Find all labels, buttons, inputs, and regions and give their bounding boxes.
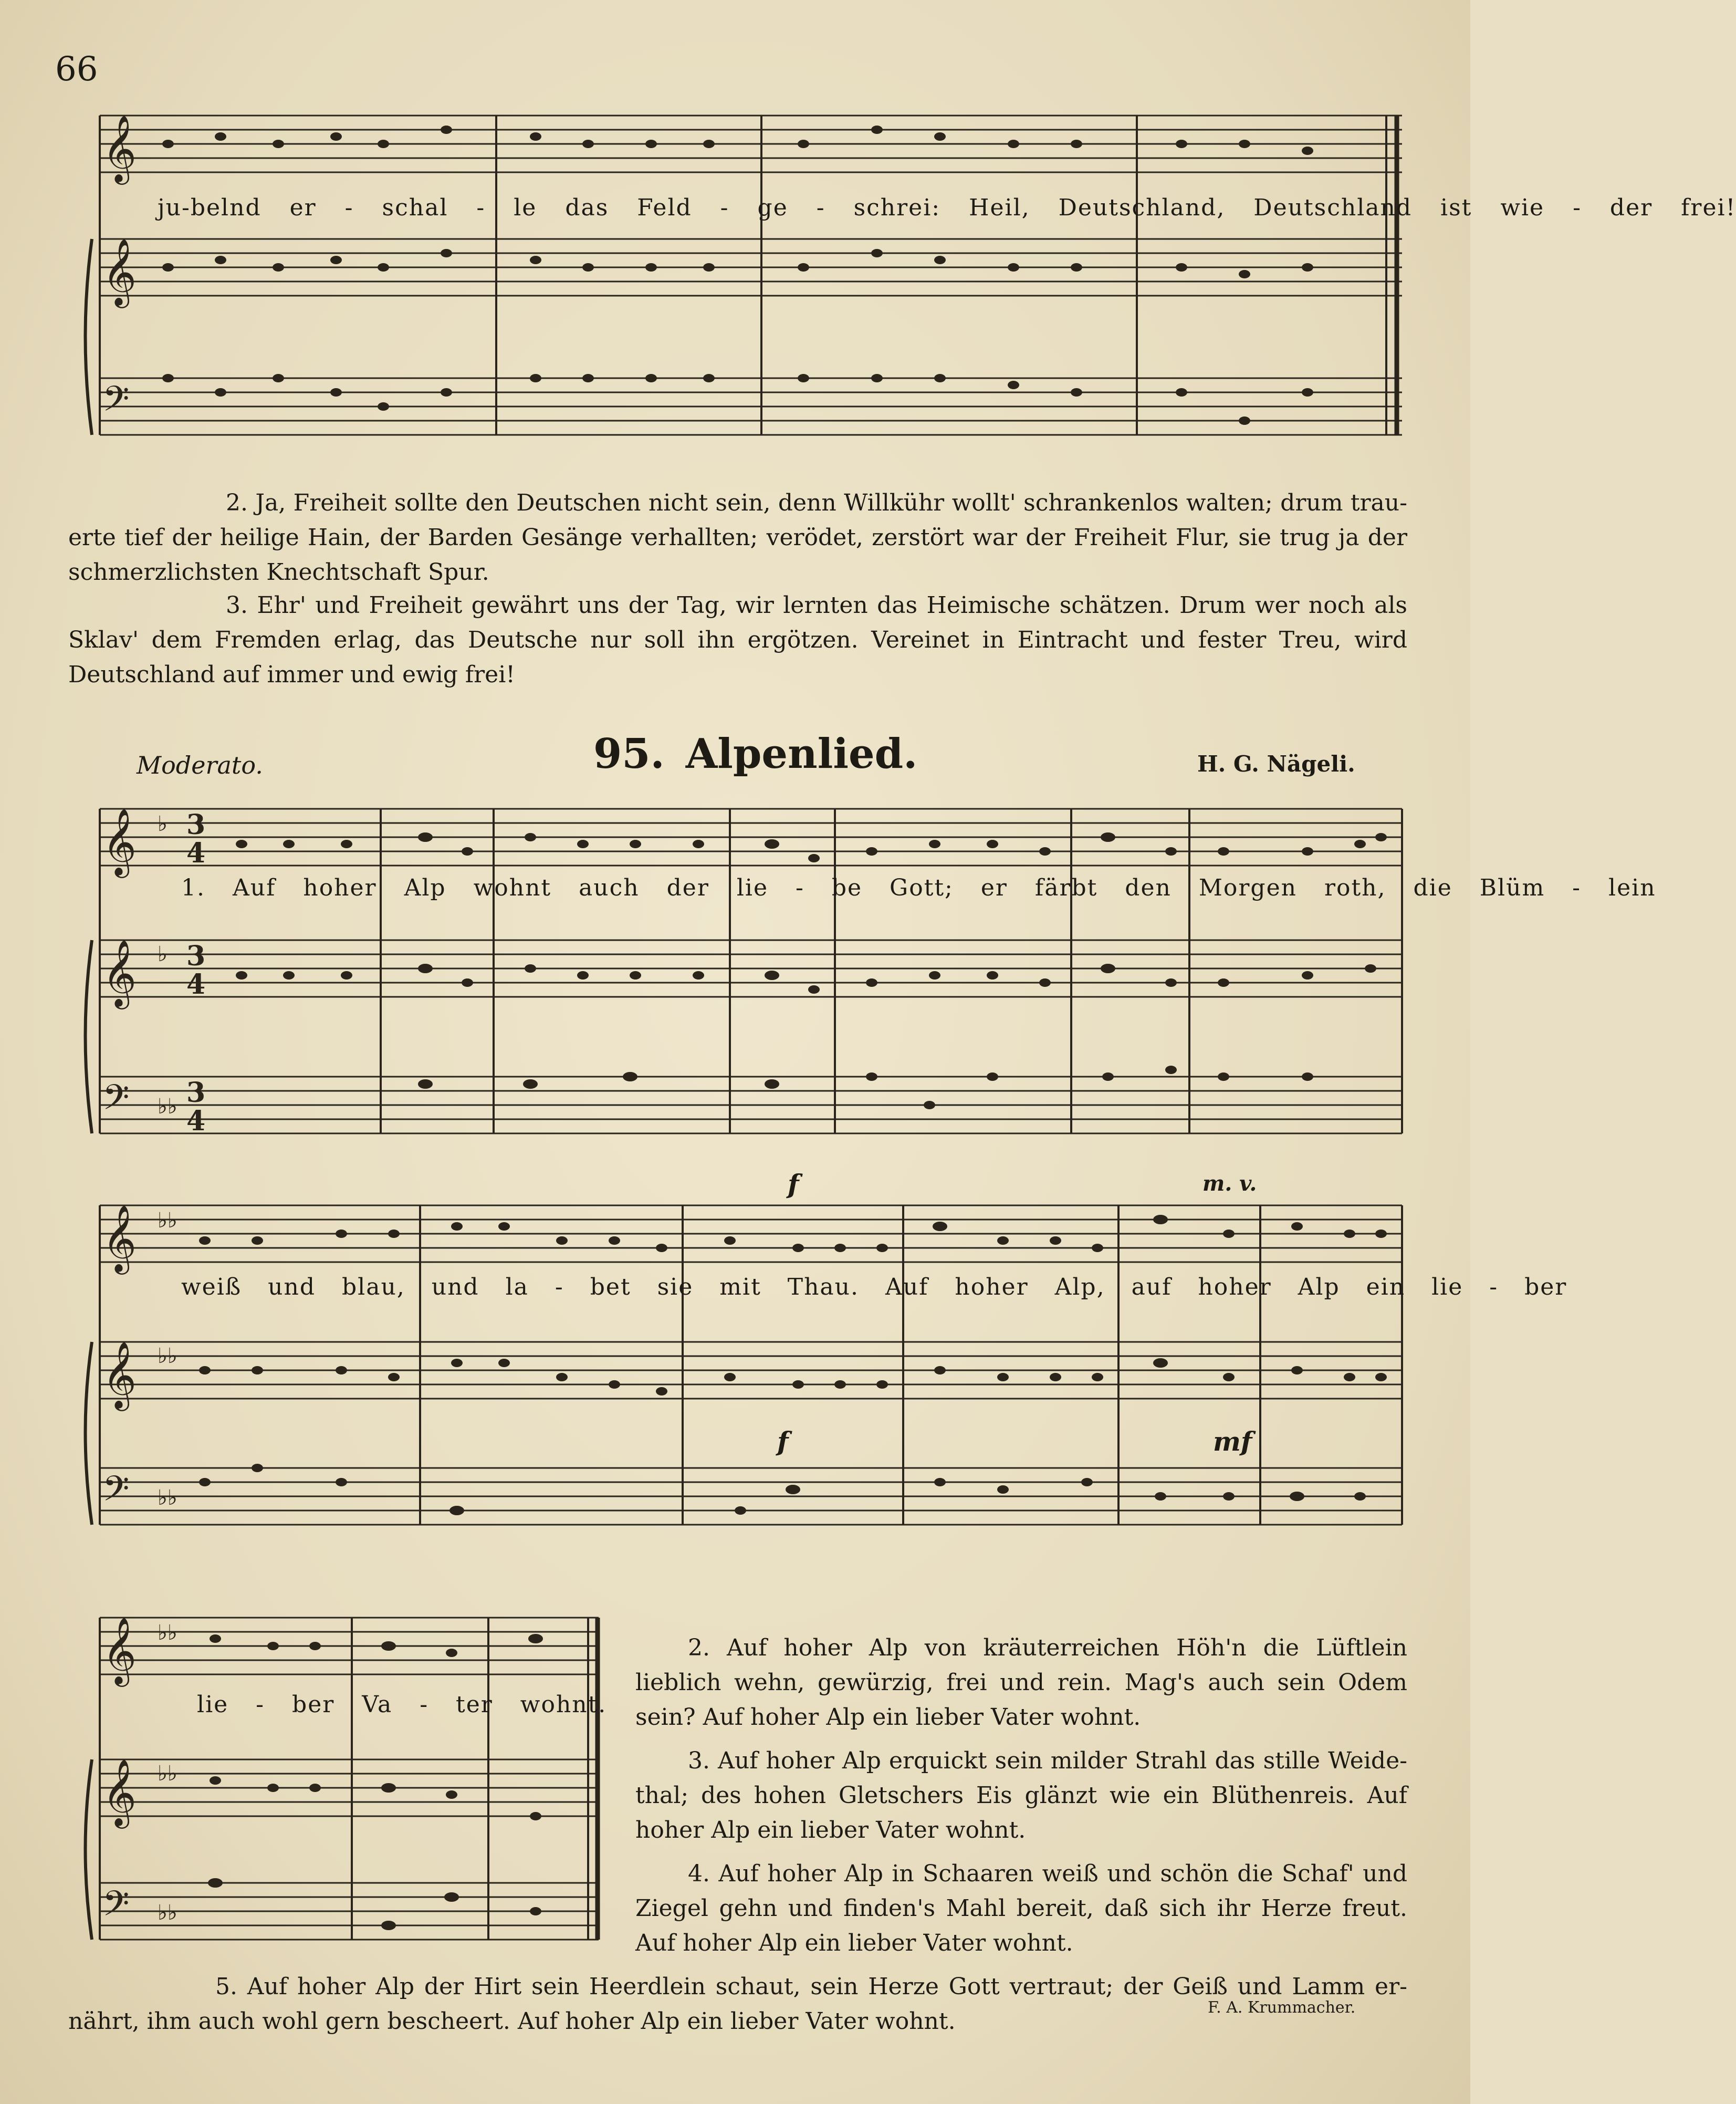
svg-text:♭: ♭ [158, 942, 168, 966]
svg-text:♭♭: ♭♭ [158, 1901, 177, 1925]
svg-text:4: 4 [186, 837, 206, 869]
svg-text:♭♭: ♭♭ [158, 1486, 177, 1510]
music-system-3 [89, 1190, 1413, 1531]
song-number: 95. [593, 730, 665, 778]
staff-voice [100, 116, 1402, 172]
svg-text:𝄞: 𝄞 [102, 1341, 137, 1408]
svg-text:3: 3 [186, 1077, 206, 1109]
music-system-2 [89, 804, 1413, 1145]
music-system-4 [95, 1607, 609, 1943]
page-number: 66 [55, 50, 98, 89]
song-title [593, 730, 917, 778]
svg-text:𝄞: 𝄞 [102, 808, 137, 875]
svg-text:𝄞: 𝄞 [102, 1617, 137, 1684]
verse-top-3: 3. Ehr' und Freiheit gewährt uns der Tag, wir lernten das Heimische schätzen. Drum wer noch als Sklav' dem Fremden erlag, das Deutsche nur soll ihn ergötzen. Vereinet in Eintracht und fester Treu, wird Deutschland auf immer und ewig frei! [68, 592, 1407, 688]
svg-text:𝄢: 𝄢 [102, 1077, 130, 1126]
verse-95-3: 3. Auf hoher Alp erquickt sein milder Strahl das stille Weide-thal; des hohen Gletschers Eis glänzt wie ein Blüthenreis. Auf hoher Alp ein lieber Vater wohnt. [635, 1747, 1407, 1843]
staff-treble [100, 239, 1402, 296]
staff-bass [100, 378, 1402, 435]
lyrics-top-song: ju-belnd er - schal - le das Feld - ge - schrei: Heil, Deutschland, Deutschland ist wie - der frei! [158, 194, 1736, 221]
svg-text:3: 3 [186, 940, 206, 972]
verse-top-2: 2. Ja, Freiheit sollte den Deutschen nicht sein, denn Willkühr wollt' schrankenlos walten; drum trau-erte tief der heilige Hain, der Barden Gesänge verhallten; verödet, zerstört war der Freiheit Flur, sie trug ja der schmerzlichsten Knechtschaft Spur. [68, 489, 1407, 586]
verse-95-4: 4. Auf hoher Alp in Schaaren weiß und schön die Schaf' und Ziegel gehn und finden's Mahl bereit, daß sich ihr Herze freut. Auf hoher Alp ein lieber Vater wohnt. [635, 1860, 1407, 1956]
tempo-marking: Moderato. [137, 751, 263, 779]
dynamic-f-2: f [777, 1426, 789, 1457]
svg-text:4: 4 [186, 968, 206, 1001]
svg-text:𝄢: 𝄢 [102, 1468, 130, 1517]
lyrics-line-2: weiß und blau, und la - bet sie mit Thau. Auf hoher Alp, auf hoher Alp ein lie - ber [181, 1274, 1567, 1300]
svg-text:𝄞: 𝄞 [102, 238, 137, 305]
svg-text:♭♭: ♭♭ [158, 1209, 177, 1233]
dynamic-mv: m. v. [1202, 1171, 1257, 1196]
note-heads [162, 126, 1313, 425]
lyrics-line-1: 1. Auf hoher Alp wohnt auch der lie - be Gott; er färbt den Morgen roth, die Blüm - lein [181, 874, 1656, 901]
svg-text:𝄢: 𝄢 [102, 1883, 130, 1932]
song-title-text: Alpenlied. [685, 730, 918, 778]
lyrics-line-3: lie - ber Va - ter wohnt. [197, 1691, 607, 1718]
svg-text:♭♭: ♭♭ [158, 1095, 177, 1119]
verse-95-2: 2. Auf hoher Alp von kräuterreichen Höh'n die Lüftlein lieblich wehn, gewürzig, frei und rein. Mag's auch sein Odem sein? Auf hoher Alp ein lieber Vater wohnt. [635, 1634, 1407, 1731]
music-system-1 [89, 110, 1413, 452]
svg-text:𝄞: 𝄞 [102, 1758, 137, 1826]
svg-text:𝄢: 𝄢 [102, 379, 130, 428]
svg-text:𝄞: 𝄞 [102, 1204, 137, 1272]
svg-text:♭♭: ♭♭ [158, 1621, 177, 1645]
svg-text:♭♭: ♭♭ [158, 1344, 177, 1368]
dynamic-mf: mf [1213, 1426, 1252, 1457]
svg-text:♭: ♭ [158, 812, 168, 836]
svg-text:𝄞: 𝄞 [102, 114, 137, 182]
verse-95-5: 5. Auf hoher Alp der Hirt sein Heerdlein schaut, sein Herze Gott vertraut; der Geiß und Lamm er-nährt, ihm auch wohl gern bescheert. Auf hoher Alp ein lieber Vater wohnt. [68, 1973, 1407, 2035]
dynamic-f-1: f [788, 1169, 799, 1200]
svg-text:𝄞: 𝄞 [102, 939, 137, 1006]
svg-text:♭♭: ♭♭ [158, 1762, 177, 1786]
lyricist-credit: F. A. Krummacher. [1208, 1998, 1356, 2017]
svg-text:3: 3 [186, 809, 206, 841]
composer: H. G. Nägeli. [1197, 751, 1355, 777]
svg-text:4: 4 [186, 1105, 206, 1137]
